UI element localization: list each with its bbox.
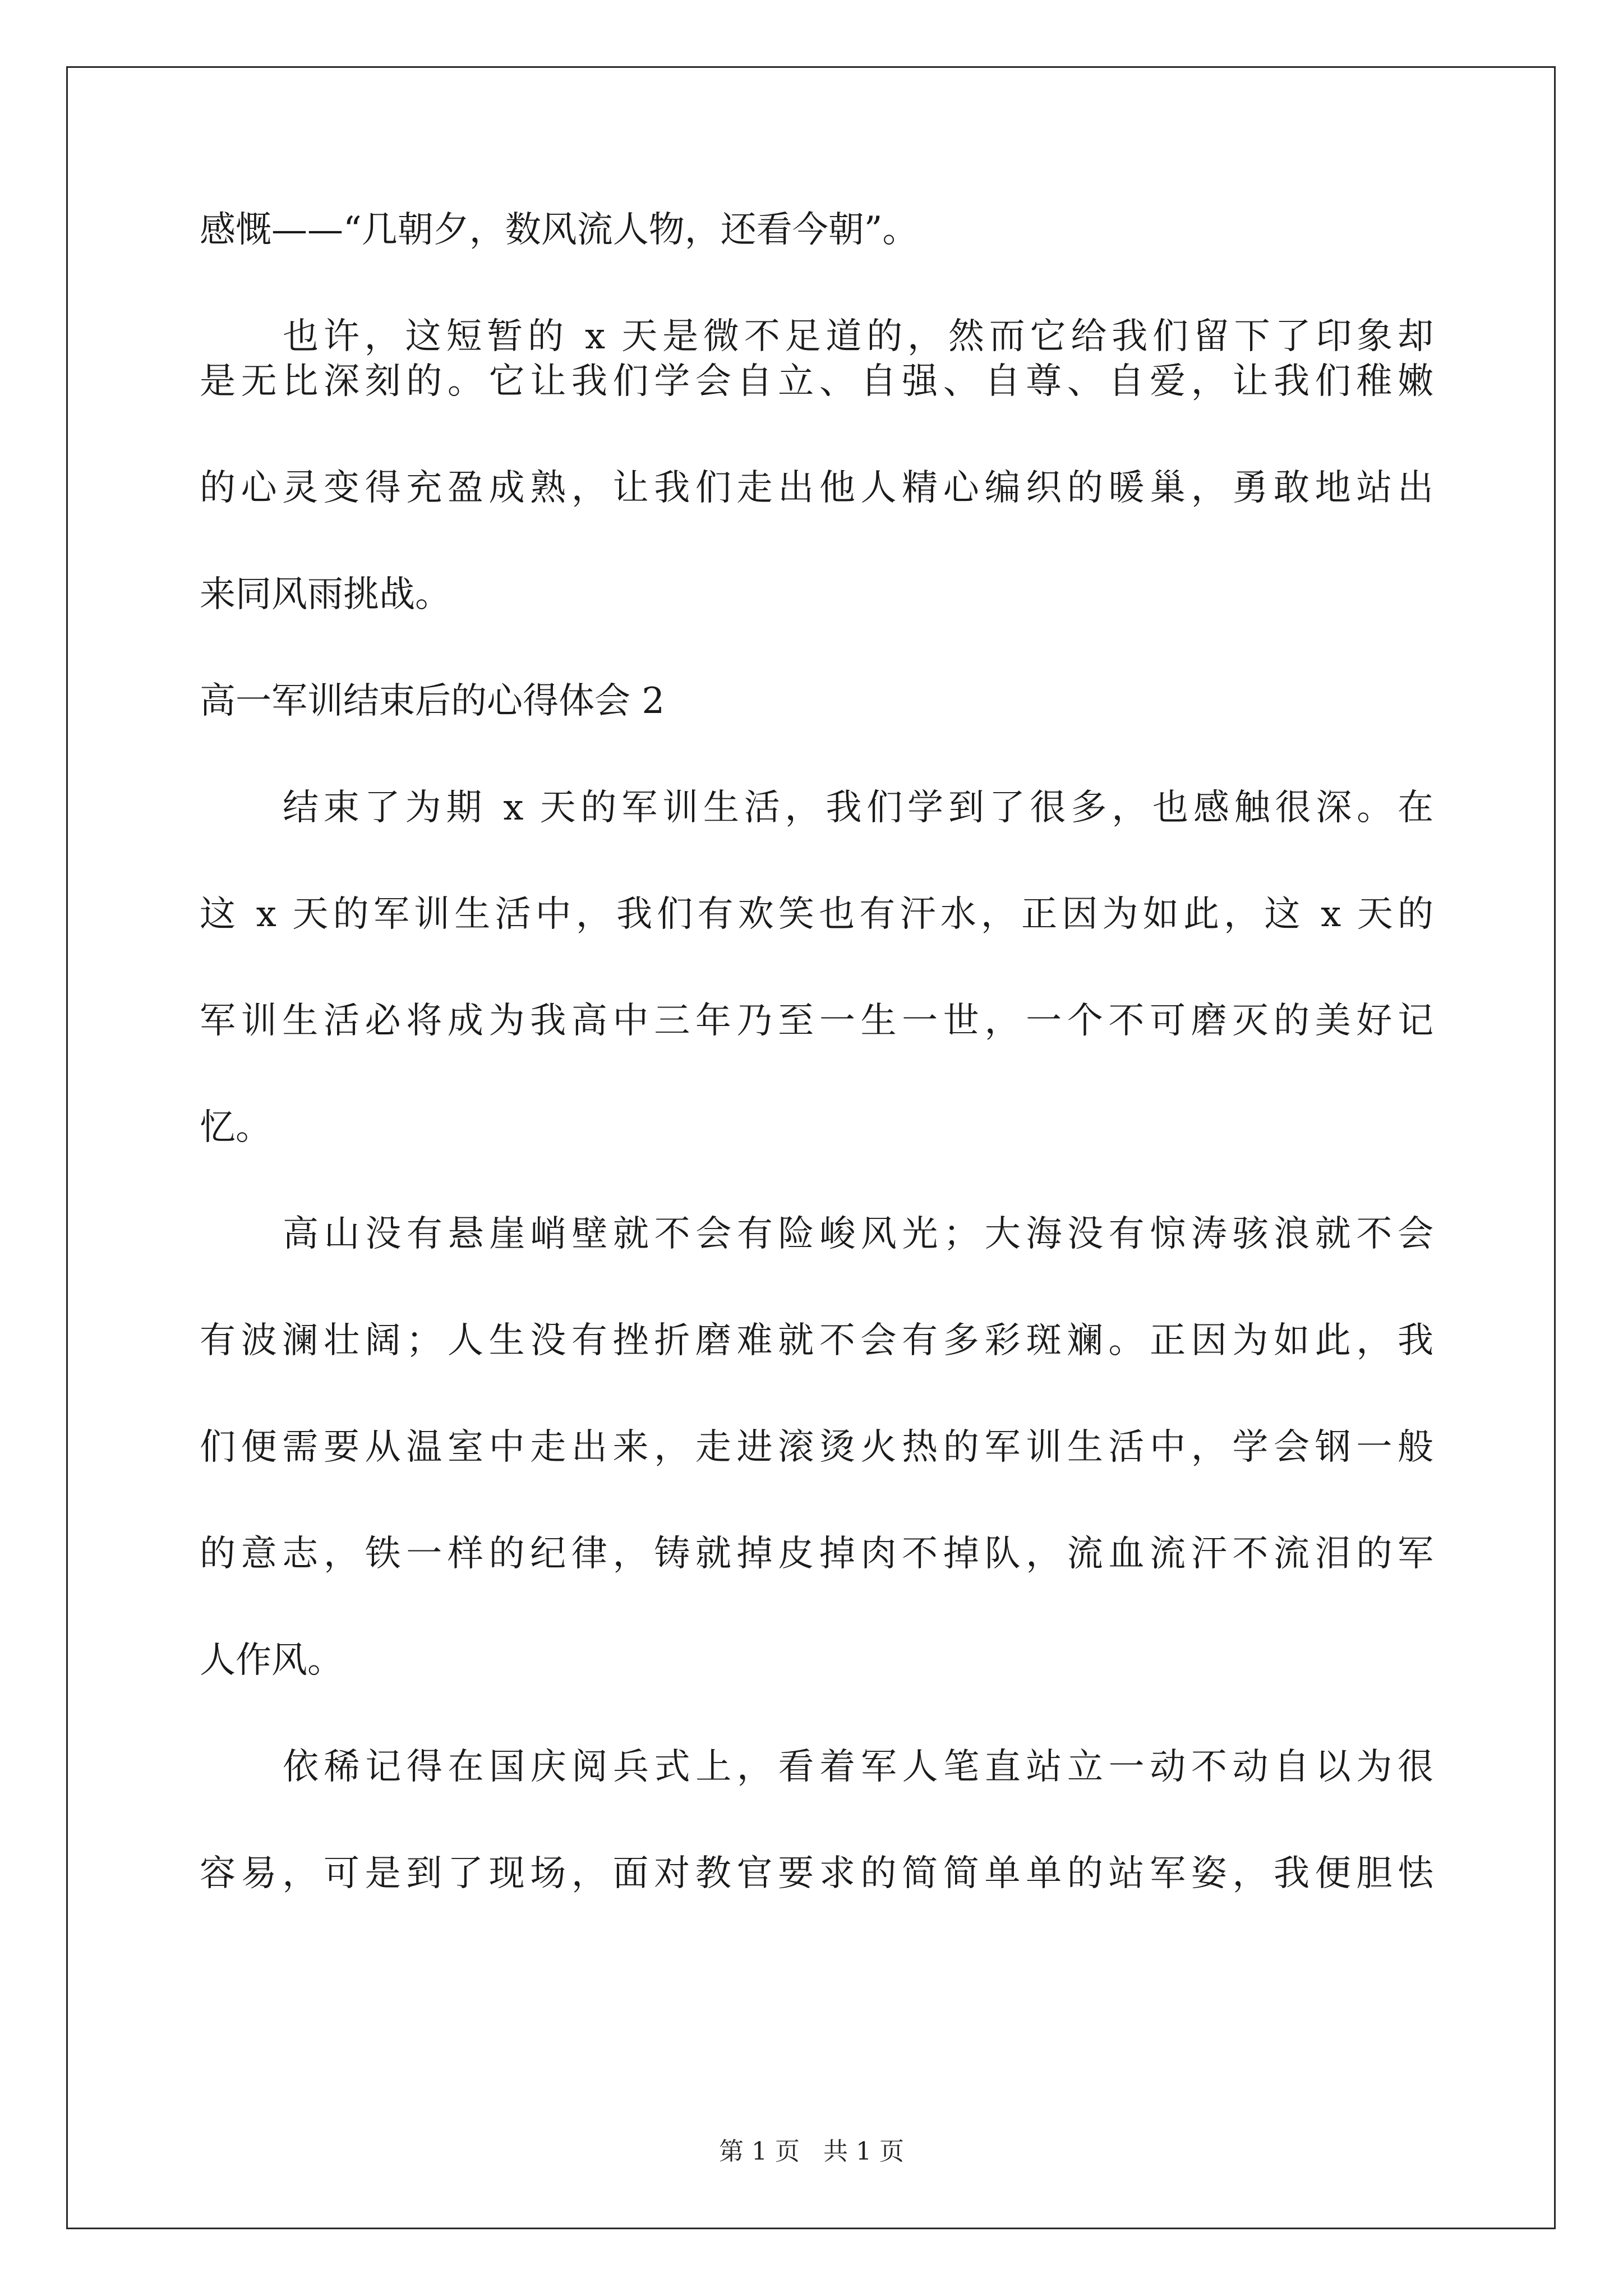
text-line: 这 x 天的军训生活中，我们有欢笑也有汗水，正因为如此，这 x 天的	[200, 894, 1433, 935]
text-line: 们便需要从温室中走出来，走进滚烫火热的军训生活中，学会钢一般	[200, 1427, 1433, 1468]
text-line: 人作风。	[200, 1640, 343, 1681]
section-heading: 高一军训结束后的心得体会 2	[200, 680, 665, 722]
text-line: 军训生活必将成为我高中三年乃至一生一世，一个不可磨灭的美好记	[200, 1000, 1433, 1042]
text-line: 的意志，铁一样的纪律，铸就掉皮掉肉不掉队，流血流汗不流泪的军	[200, 1533, 1433, 1575]
text-line: 也许，这短暂的 x 天是微不足道的，然而它给我们留下了印象却	[283, 316, 1433, 357]
text-line: 感慨——“几朝夕，数风流人物，还看今朝”。	[200, 209, 919, 251]
page-number: 第 1 页	[719, 2137, 800, 2166]
text-line: 结束了为期 x 天的军训生活，我们学到了很多，也感触很深。在	[283, 787, 1433, 829]
text-line: 高山没有悬崖峭壁就不会有险峻风光；大海没有惊涛骇浪就不会	[283, 1213, 1433, 1255]
text-line: 忆。	[200, 1107, 271, 1148]
text-line: 的心灵变得充盈成熟，让我们走出他人精心编织的暖巢，勇敢地站出	[200, 467, 1433, 509]
text-line: 容易，可是到了现场，面对教官要求的简简单单的站军姿，我便胆怯	[200, 1853, 1433, 1894]
page-footer	[0, 2136, 1623, 2168]
text-line: 来同风雨挑战。	[200, 574, 451, 615]
document-body	[200, 208, 1433, 1896]
text-line: 有波澜壮阔；人生没有挫折磨难就不会有多彩斑斓。正因为如此，我	[200, 1320, 1433, 1361]
text-line: 依稀记得在国庆阅兵式上，看着军人笔直站立一动不动自以为很	[283, 1746, 1433, 1788]
text-line: 是无比深刻的。它让我们学会自立、自强、自尊、自爱，让我们稚嫩	[200, 361, 1433, 402]
page-total: 共 1 页	[823, 2137, 904, 2166]
